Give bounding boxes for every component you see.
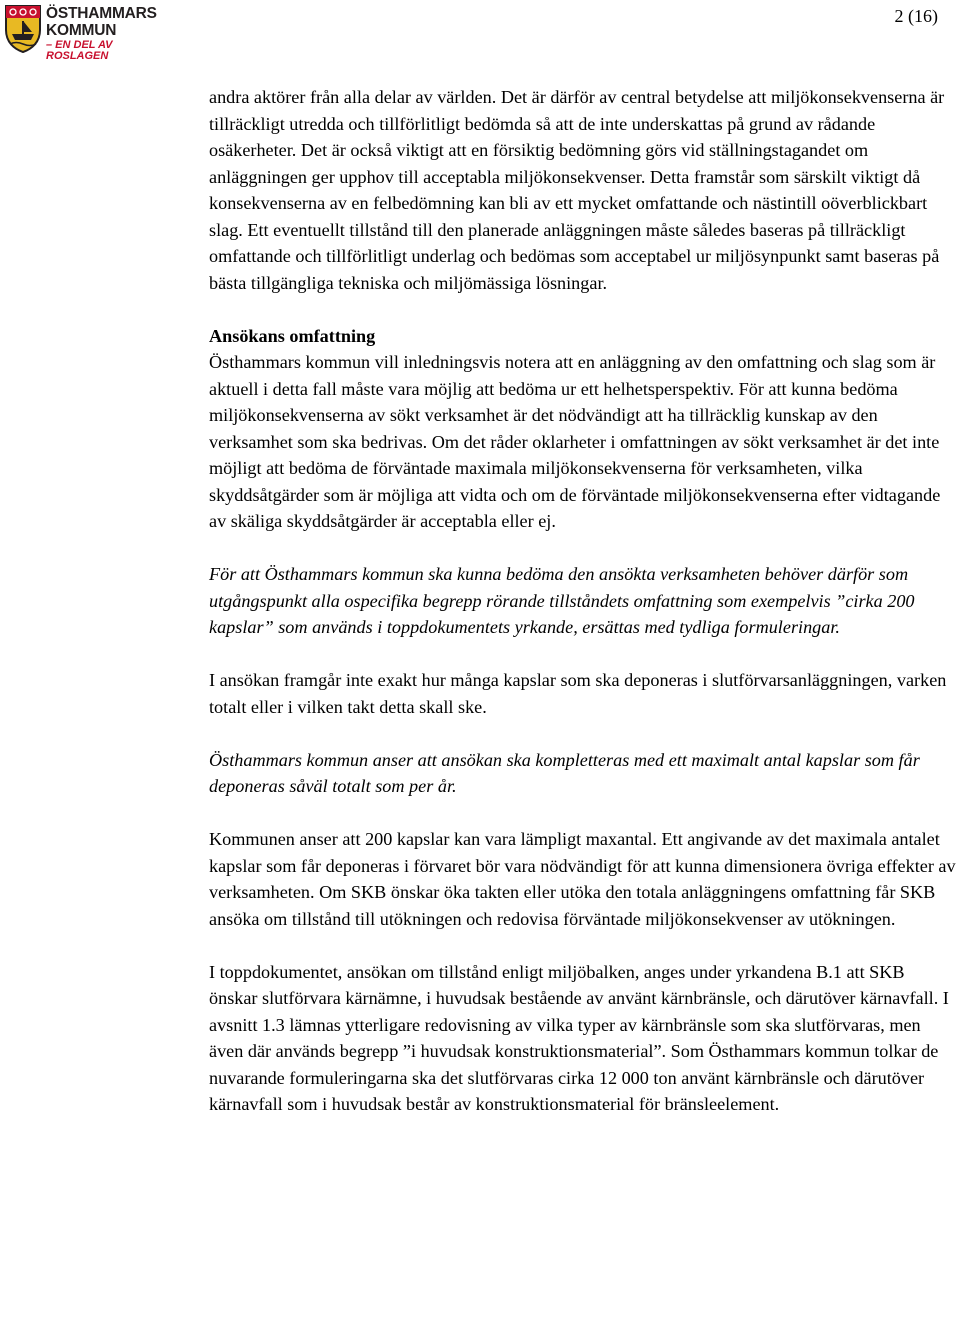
logo-tagline: – EN DEL AV ROSLAGEN bbox=[46, 39, 113, 62]
paragraph-4: I ansökan framgår inte exakt hur många kapslar som ska deponeras i slutförvarsanläggningen, varken totalt eller i vilken takt detta skall ske. bbox=[209, 670, 947, 717]
paragraph-3-emphasis: För att Östhammars kommun ska kunna bedöma den ansökta verksamheten behöver därför som utgångspunkt alla ospecifika begrepp rörande tillståndets omfattning som exempelvis ”cirka 200 kapslar” som används i toppdokumentets yrkande, ersättas med tydliga formuleringar. bbox=[209, 564, 915, 637]
section-heading: Ansökans omfattning bbox=[209, 325, 376, 346]
municipality-logo bbox=[4, 4, 164, 62]
paragraph-6: Kommunen anser att 200 kapslar kan vara lämpligt maxantal. Ett angivande av det maximala antalet kapslar som får deponeras i förvaret bör vara nödvändigt för att kunna dimensionera övriga effekter av verksamheten. Om SKB önskar öka takten eller utöka den totala anläggningens omfattning får SKB ansöka om tillstånd till utökningen och redovisa förväntade miljökonsekvenser av utökningen. bbox=[209, 829, 956, 929]
paragraph-7: I toppdokumentet, ansökan om tillstånd enligt miljöbalken, anges under yrkandena B.1 att SKB önskar slutförvara kärnämne, i huvudsak bestående av använt kärnbränsle, och därutöver kärnavfall. I avsnitt 1.3 lämnas ytterligare redovisning av vilka typer av kärnbränsle som ska slutförvaras, men även där används begrepp ”i huvudsak konstruktionsmaterial”. Som Östhammars kommun tolkar de nuvarande formuleringarna ska det slutförvaras cirka 12 000 ton använt kärnbränsle och därutöver kärnavfall som i huvudsak består av konstruktionsmaterial för bränsleelement. bbox=[209, 961, 949, 1114]
coat-of-arms-icon bbox=[4, 4, 42, 54]
paragraph-1: andra aktörer från alla delar av världen. Det är därför av central betydelse att miljökonsekvenserna är tillräckligt utredda och tillförlitligt bedömda så att de inte underskattas på grund av rådande osäkerheter. Det är också viktigt att en försiktig bedömning görs vid ställningstagandet om anläggningen ger upphov till acceptabla miljökonsekvenser. Detta framstår som särskilt viktigt då konsekvenserna av en felbedömning kan bli av ett mycket omfattande och nästintill oöverblickbart slag. Ett eventuellt tillstånd till den planerade anläggningen måste således baseras på tillräckligt omfattande och tillförlitligt underlag och bedömas som acceptabel ur miljösynpunkt samt baseras på bästa tillgängliga tekniska och miljömässiga lösningar. bbox=[209, 87, 945, 293]
logo-wordmark bbox=[46, 6, 164, 62]
logo-line-2: KOMMUN bbox=[46, 21, 117, 39]
page-number: 2 (16) bbox=[894, 6, 938, 26]
logo-line-1: ÖSTHAMMARS bbox=[46, 5, 157, 22]
paragraph-5-emphasis: Östhammars kommun anser att ansökan ska kompletteras med ett maximalt antal kapslar som får deponeras såväl totalt som per år. bbox=[209, 749, 920, 796]
document-body bbox=[209, 84, 957, 1118]
paragraph-2: Östhammars kommun vill inledningsvis notera att en anläggning av den omfattning och slag som är aktuell i detta fall måste vara möjlig att bedöma ur ett helhetsperspektiv. För att kunna bedöma miljökonsekvenserna av sökt verksamhet är det nödvändigt att ha tillräcklig kunskap av den verksamhet som ska bedrivas. Om det råder oklarheter i omfattningen av sökt verksamhet är det inte möjligt att bedöma de förväntade maximala miljökonsekvenserna för verksamheten, vilka skyddsåtgärder som är möjliga att vidta och om de förväntade miljökonsekvenserna efter vidtagande av skäliga skyddsåtgärder är acceptabla eller ej. bbox=[209, 352, 941, 531]
page-header bbox=[0, 0, 960, 60]
